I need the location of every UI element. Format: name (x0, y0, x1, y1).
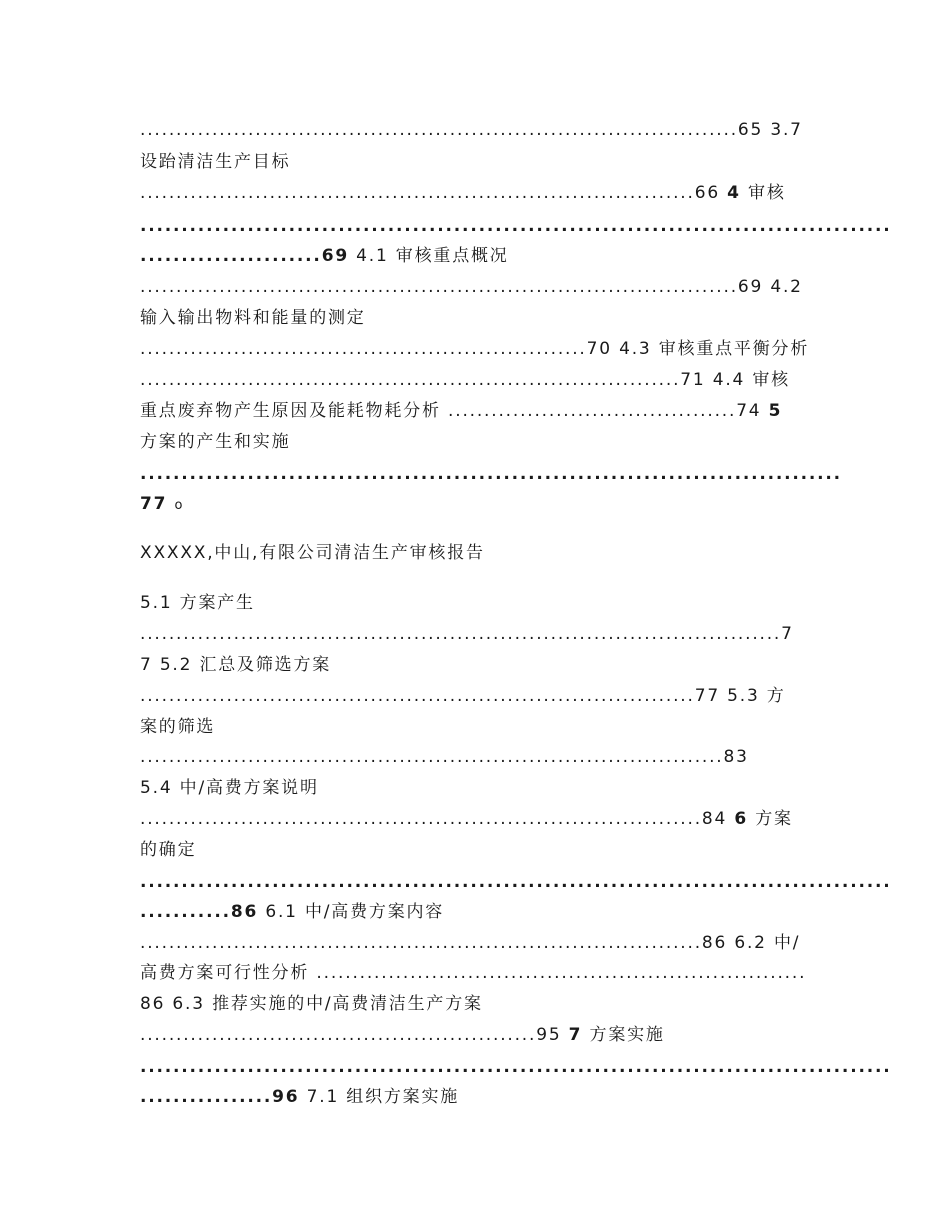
toc-line (140, 592, 810, 614)
toc-text: 70 4.3 审核重点平衡分析 (586, 339, 810, 359)
toc-line (140, 839, 810, 861)
leader-dots: ......................................................................................... (140, 624, 782, 644)
toc-line (140, 307, 810, 329)
leader-dots: ........... (140, 902, 231, 922)
toc-mark: o (174, 498, 185, 513)
leader-dots: .............................................................................. (140, 933, 702, 953)
toc-page: 83 (723, 747, 749, 767)
toc-page: 84 (701, 809, 728, 829)
toc-text: 方案实施 (589, 1025, 665, 1045)
leader-dots: ........................................ (448, 401, 737, 421)
leader-dots: .................................................................... (316, 963, 807, 983)
toc-line (140, 901, 810, 923)
leader-dots: ................ (140, 1087, 273, 1107)
toc-text: 86 6.2 中/ (701, 933, 801, 953)
toc-text: 71 4.4 审核 (680, 370, 790, 390)
toc-text: 的确定 (140, 840, 197, 860)
chapter-number: 5 (768, 401, 783, 421)
toc-leader-line (140, 463, 842, 485)
toc-leader-line (140, 1056, 892, 1078)
leader-dots: .............................................................. (140, 339, 587, 359)
toc-line (140, 654, 810, 676)
leader-dots: ................................................................................... (140, 277, 738, 297)
toc-leader-line (140, 215, 892, 237)
toc-page: 69 (321, 246, 349, 266)
leader-dots: .............................................................................. (140, 809, 702, 829)
toc-text: 77 5.3 方 (694, 686, 786, 706)
leader-dots: ..................................................................................... (140, 464, 842, 484)
toc-text: 设跆清洁生产目标 (140, 152, 291, 172)
toc-text: 重点废弃物产生原因及能耗物耗分析 (140, 401, 441, 421)
toc-text: 7.1 组织方案实施 (306, 1087, 460, 1107)
toc-line (140, 431, 810, 453)
toc-text: 86 6.3 推荐实施的中/高费清洁生产方案 (140, 994, 483, 1014)
toc-line (140, 493, 810, 517)
toc-line (140, 1086, 810, 1108)
toc-text: 案的筛选 (140, 717, 216, 737)
leader-dots: ............................................................................. (140, 686, 695, 706)
leader-dots: ................................................................................. (140, 747, 724, 767)
leader-dots: ........................................................................... (140, 370, 681, 390)
toc-line (140, 369, 810, 391)
toc-line (140, 746, 810, 768)
toc-line (140, 400, 810, 422)
toc-text: 方案的产生和实施 (140, 432, 291, 452)
toc-page: 7 (781, 624, 794, 644)
leader-dots: ................................................................................... (140, 120, 738, 140)
toc-line (140, 777, 810, 799)
toc-page: 77 (140, 494, 168, 514)
toc-text: 4.1 审核重点概况 (356, 246, 509, 266)
toc-page: 86 (230, 902, 259, 922)
toc-line (140, 245, 810, 267)
toc-line (140, 151, 810, 173)
toc-line (140, 716, 810, 738)
toc-text: 高费方案可行性分析 (140, 963, 310, 983)
leader-dots: ............................................................................. (140, 183, 695, 203)
toc-page: 95 (536, 1025, 562, 1045)
toc-text: 7 5.2 汇总及筛选方案 (140, 655, 332, 675)
leader-dots: ...................... (140, 246, 322, 266)
toc-text: 方案 (755, 809, 793, 829)
toc-line (140, 808, 810, 830)
chapter-number: 7 (568, 1025, 583, 1045)
toc-page: 66 (694, 183, 720, 203)
toc-line (140, 119, 810, 141)
running-header (140, 542, 810, 564)
leader-dots: ........................................................................................... (140, 1057, 892, 1077)
toc-page: 74 (736, 401, 762, 421)
toc-text: 65 3.7 (737, 120, 803, 140)
toc-line (140, 276, 810, 298)
leader-dots: ........................................................................................... (140, 872, 892, 892)
chapter-number: 4 (727, 183, 741, 203)
toc-line (140, 1024, 810, 1046)
toc-text: 审核 (748, 183, 786, 203)
toc-text: 5.1 方案产生 (140, 593, 255, 613)
toc-line (140, 993, 810, 1015)
toc-text: 69 4.2 (737, 277, 803, 297)
toc-line (140, 685, 810, 707)
toc-text: 6.1 中/高费方案内容 (265, 902, 445, 922)
toc-line (140, 182, 810, 204)
chapter-number: 6 (734, 809, 748, 829)
toc-leader-line (140, 871, 892, 893)
toc-line (140, 932, 810, 954)
toc-line (140, 623, 810, 645)
toc-line (140, 962, 810, 984)
toc-page: 96 (272, 1087, 300, 1107)
leader-dots: ........................................................................................... (140, 216, 892, 236)
leader-dots: ....................................................... (140, 1025, 537, 1045)
toc-text: 5.4 中/高费方案说明 (140, 778, 319, 798)
toc-text: 输入输出物料和能量的测定 (140, 308, 366, 328)
report-title: XXXXX,中山,有限公司清洁生产审核报告 (140, 543, 485, 563)
toc-line (140, 338, 810, 360)
